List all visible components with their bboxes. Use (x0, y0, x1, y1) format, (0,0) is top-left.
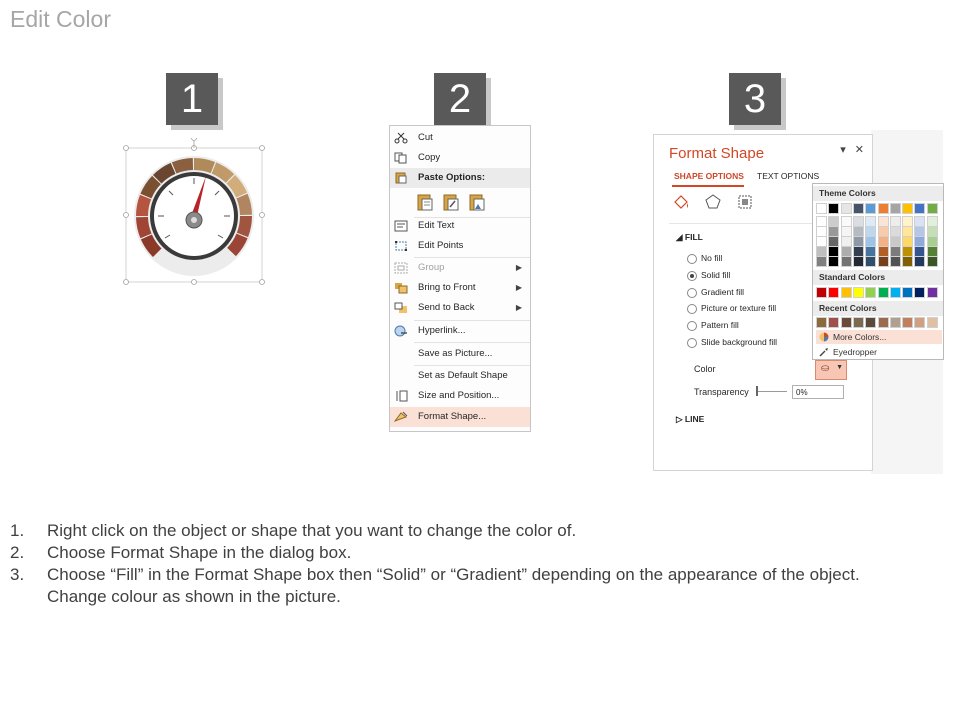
instruction-number: 3. (10, 565, 25, 584)
theme-color-swatch[interactable] (854, 217, 863, 226)
theme-color-swatch[interactable] (891, 247, 900, 256)
instruction-item (10, 520, 950, 542)
recent-color-swatch[interactable] (829, 318, 838, 327)
theme-color-swatch[interactable] (866, 237, 875, 246)
fill-line-icon[interactable] (672, 193, 690, 211)
send-back-icon (394, 302, 408, 314)
theme-color-swatch[interactable] (842, 227, 851, 236)
theme-color-swatch[interactable] (866, 204, 875, 213)
radio-label: Picture or texture fill (701, 303, 777, 313)
step-badge-1: 1 (166, 73, 218, 125)
theme-color-swatch[interactable] (817, 247, 826, 256)
theme-color-swatch[interactable] (866, 257, 875, 266)
instruction-number: 1. (10, 521, 25, 540)
recent-color-swatch[interactable] (915, 318, 924, 327)
fill-section-header[interactable] (676, 232, 703, 243)
theme-color-swatch[interactable] (854, 227, 863, 236)
radio-button[interactable] (687, 321, 697, 331)
group-icon (394, 262, 408, 274)
theme-color-swatch[interactable] (903, 217, 912, 226)
color-label: Color (694, 364, 716, 374)
theme-color-swatch[interactable] (915, 257, 924, 266)
chevron-down-icon: ▼ (836, 364, 843, 371)
theme-color-swatch[interactable] (891, 257, 900, 266)
standard-color-swatch[interactable] (928, 288, 937, 297)
gauge-shape[interactable] (118, 138, 268, 288)
instruction-text: Choose “Fill” in the Format Shape box then “Solid” or “Gradient” depending on the appearance of the object. (47, 565, 860, 584)
copy-icon (394, 152, 408, 164)
theme-color-swatch[interactable] (928, 217, 937, 226)
theme-color-swatch[interactable] (817, 227, 826, 236)
radio-label: Solid fill (701, 270, 731, 280)
standard-color-swatch[interactable] (842, 288, 851, 297)
menu-label: Edit Points (418, 240, 464, 251)
theme-color-swatch[interactable] (854, 247, 863, 256)
eyedropper-label: Eyedropper (833, 347, 877, 357)
instructions-list (10, 520, 950, 608)
page-title: Edit Color (10, 6, 111, 32)
theme-color-swatch[interactable] (817, 217, 826, 226)
radio-button[interactable] (687, 338, 697, 348)
menu-label: Paste Options: (418, 172, 486, 183)
instruction-item (10, 564, 950, 586)
line-section-label: LINE (684, 414, 705, 424)
instruction-text: Right click on the object or shape that you want to change the color of. (47, 521, 577, 540)
submenu-arrow-icon: ▶ (515, 303, 522, 312)
theme-color-swatch[interactable] (903, 257, 912, 266)
paste-keep-source-icon[interactable] (416, 192, 434, 212)
menu-item-send-to-back[interactable] (390, 298, 530, 318)
recent-color-swatch[interactable] (903, 318, 912, 327)
theme-color-swatch[interactable] (866, 247, 875, 256)
format-shape-icon (394, 411, 408, 423)
theme-color-swatch[interactable] (879, 237, 888, 246)
size-position-icon (394, 390, 408, 402)
theme-color-swatch[interactable] (879, 227, 888, 236)
rotate-handle (192, 138, 197, 141)
theme-color-swatch[interactable] (829, 227, 838, 236)
menu-label: Group (418, 262, 445, 273)
theme-color-swatch[interactable] (817, 257, 826, 266)
standard-color-swatch[interactable] (879, 288, 888, 297)
fill-section-label: FILL (684, 232, 703, 242)
theme-colors-header: Theme Colors (813, 186, 943, 201)
paste-destination-icon[interactable] (442, 192, 460, 212)
edit-text-icon (394, 220, 408, 232)
menu-item-bring-to-front[interactable] (390, 278, 530, 298)
close-icon[interactable]: ✕ (854, 144, 864, 156)
theme-color-swatch[interactable] (928, 237, 937, 246)
theme-color-swatch[interactable] (915, 227, 924, 236)
transparency-slider-track[interactable] (757, 391, 787, 392)
paste-icon (394, 172, 408, 184)
theme-color-swatch[interactable] (854, 237, 863, 246)
scissors-icon (394, 132, 408, 144)
menu-item-set-default-shape[interactable] (390, 366, 530, 386)
step-badge-2: 2 (434, 73, 486, 125)
theme-color-swatch[interactable] (829, 237, 838, 246)
transparency-slider-thumb[interactable] (756, 386, 758, 396)
hyperlink-icon (394, 325, 408, 337)
step-badge-3: 3 (729, 73, 781, 125)
recent-color-swatch[interactable] (879, 318, 888, 327)
menu-item-edit-points[interactable] (390, 236, 530, 256)
theme-color-swatch[interactable] (891, 227, 900, 236)
eyedropper-link[interactable] (816, 345, 942, 359)
menu-label: Edit Text (418, 220, 455, 231)
theme-color-swatch[interactable] (817, 237, 826, 246)
theme-color-swatch[interactable] (829, 217, 838, 226)
theme-color-swatch[interactable] (866, 217, 875, 226)
theme-color-swatch[interactable] (928, 257, 937, 266)
submenu-arrow-icon: ▶ (515, 263, 522, 272)
more-colors-link[interactable] (816, 330, 942, 344)
theme-color-swatch[interactable] (891, 237, 900, 246)
radio-label: Gradient fill (701, 287, 744, 297)
menu-label: Bring to Front (418, 282, 476, 293)
paste-options-row (416, 190, 516, 214)
standard-color-swatch[interactable] (891, 288, 900, 297)
theme-color-swatch[interactable] (854, 204, 863, 213)
standard-color-swatch[interactable] (903, 288, 912, 297)
theme-color-swatch[interactable] (903, 247, 912, 256)
radio-button[interactable] (687, 288, 697, 298)
standard-color-swatch[interactable] (915, 288, 924, 297)
recent-colors-header: Recent Colors (813, 301, 943, 316)
menu-item-cut[interactable] (390, 128, 530, 148)
more-colors-label: More Colors... (833, 332, 887, 342)
menu-item-hyperlink[interactable] (390, 321, 530, 341)
pane-controls (840, 143, 864, 156)
theme-color-swatch[interactable] (842, 247, 851, 256)
standard-color-swatch[interactable] (817, 288, 826, 297)
tab-text-options[interactable]: TEXT OPTIONS (757, 171, 820, 181)
recent-color-swatch[interactable] (817, 318, 826, 327)
menu-label: Set as Default Shape (418, 370, 508, 381)
theme-color-swatch[interactable] (829, 257, 838, 266)
gauge-graphic (118, 138, 268, 288)
theme-color-swatch[interactable] (879, 204, 888, 213)
paste-picture-icon[interactable] (468, 192, 486, 212)
menu-label: Hyperlink... (418, 325, 466, 336)
theme-color-swatch[interactable] (854, 257, 863, 266)
instruction-item (10, 586, 950, 608)
theme-color-swatch[interactable] (842, 237, 851, 246)
theme-color-swatch[interactable] (928, 204, 937, 213)
radio-button[interactable] (687, 271, 697, 281)
line-section-header[interactable] (676, 414, 704, 425)
theme-color-swatch[interactable] (928, 227, 937, 236)
color-picker-popup (812, 183, 944, 360)
edit-points-icon (394, 240, 408, 252)
tab-shape-options[interactable]: SHAPE OPTIONS (674, 171, 744, 181)
recent-color-swatch[interactable] (842, 318, 851, 327)
recent-color-swatch[interactable] (866, 318, 875, 327)
menu-label: Size and Position... (418, 390, 500, 401)
instruction-number: 2. (10, 543, 25, 562)
theme-color-swatch[interactable] (928, 247, 937, 256)
theme-color-swatch[interactable] (891, 217, 900, 226)
radio-label: Pattern fill (701, 320, 739, 330)
theme-color-swatch[interactable] (915, 204, 924, 213)
standard-color-swatch[interactable] (829, 288, 838, 297)
theme-color-swatch[interactable] (842, 204, 851, 213)
menu-label: Cut (418, 132, 433, 143)
theme-color-swatch[interactable] (915, 237, 924, 246)
menu-item-save-as-picture[interactable] (390, 344, 530, 364)
menu-label: Send to Back (418, 302, 475, 313)
menu-item-group (390, 258, 530, 278)
radio-button[interactable] (687, 254, 697, 264)
theme-color-swatch[interactable] (903, 237, 912, 246)
bring-front-icon (394, 282, 408, 294)
instruction-text: Choose Format Shape in the dialog box. (47, 543, 352, 562)
color-picker-button[interactable] (815, 360, 847, 380)
menu-item-copy[interactable] (390, 148, 530, 168)
theme-color-swatch[interactable] (915, 217, 924, 226)
theme-color-swatch[interactable] (903, 204, 912, 213)
effects-icon[interactable] (704, 193, 722, 211)
theme-color-swatch[interactable] (829, 204, 838, 213)
theme-color-swatch[interactable] (842, 217, 851, 226)
menu-label: Copy (418, 152, 441, 163)
theme-color-swatch[interactable] (915, 247, 924, 256)
menu-item-size-and-position[interactable] (390, 386, 530, 406)
context-menu (389, 125, 531, 432)
recent-color-swatch[interactable] (891, 318, 900, 327)
menu-item-format-shape[interactable] (390, 407, 530, 427)
theme-color-swatch[interactable] (879, 217, 888, 226)
color-wheel-icon (819, 332, 829, 342)
recent-color-swatch[interactable] (854, 318, 863, 327)
theme-color-swatch[interactable] (817, 204, 826, 213)
expand-arrow-icon: ▷ (676, 414, 685, 424)
pane-icon-row (672, 193, 772, 215)
pane-title: Format Shape (669, 145, 765, 162)
menu-item-edit-text[interactable] (390, 216, 530, 236)
transparency-label: Transparency (694, 387, 749, 397)
pane-options-icon[interactable]: ▾ (840, 144, 846, 156)
menu-label: Format Shape... (418, 411, 487, 422)
menu-label: Save as Picture... (418, 348, 493, 359)
theme-color-swatch[interactable] (842, 257, 851, 266)
paint-bucket-icon: ⛀ (821, 363, 830, 374)
theme-color-swatch[interactable] (866, 227, 875, 236)
theme-color-swatch[interactable] (879, 247, 888, 256)
radio-label: No fill (701, 253, 723, 263)
theme-color-swatch[interactable] (829, 247, 838, 256)
standard-color-swatch[interactable] (866, 288, 875, 297)
theme-color-swatch[interactable] (903, 227, 912, 236)
eyedropper-icon (819, 347, 829, 357)
instruction-text: Change colour as shown in the picture. (47, 587, 341, 606)
radio-label: Slide background fill (701, 337, 778, 347)
menu-item-paste-options (390, 168, 530, 188)
size-properties-icon[interactable] (736, 193, 754, 211)
collapse-arrow-icon: ◢ (676, 232, 685, 242)
transparency-input[interactable]: 0% (792, 385, 844, 399)
recent-color-swatch[interactable] (928, 318, 937, 327)
radio-button[interactable] (687, 304, 697, 314)
standard-colors-header: Standard Colors (813, 270, 943, 285)
standard-color-swatch[interactable] (854, 288, 863, 297)
theme-color-swatch[interactable] (879, 257, 888, 266)
instruction-item (10, 542, 950, 564)
submenu-arrow-icon: ▶ (515, 283, 522, 292)
theme-color-swatch[interactable] (891, 204, 900, 213)
